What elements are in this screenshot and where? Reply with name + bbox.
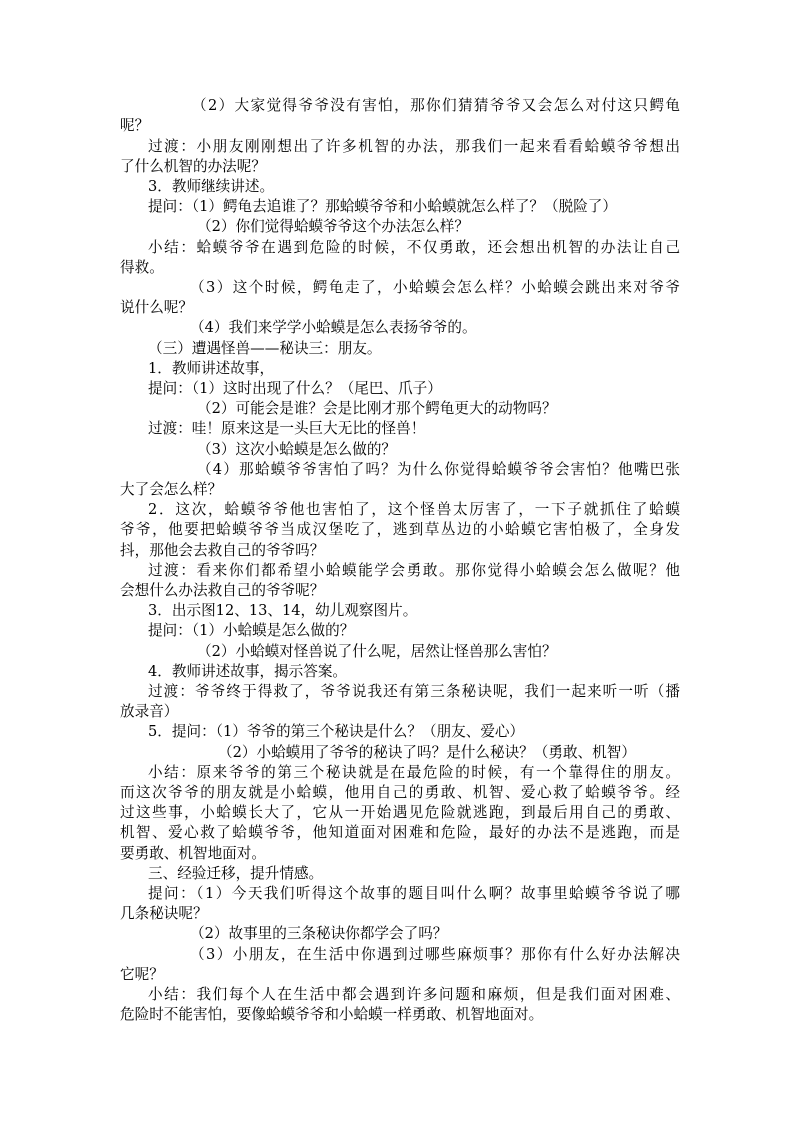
- text-line: 大了会怎么样？: [120, 481, 223, 498]
- text-line: 放录音）: [120, 703, 179, 720]
- text-line: 过渡：爷爷终于得救了，爷爷说我还有第三条秘诀呢，我们一起来听一听（播: [148, 683, 680, 700]
- text-line: （4）那蛤蟆爷爷害怕了吗？为什么你觉得蛤蟆爷爷会害怕？他嘴巴张: [197, 461, 680, 478]
- text-line: 了什么机智的办法呢？: [120, 158, 266, 175]
- text-line: （2）故事里的三条秘诀你都学会了吗？: [190, 925, 448, 942]
- text-line: 机智、爱心救了蛤蟆爷爷，他知道面对困难和危险，最好的办法不是逃跑，而是: [120, 824, 680, 841]
- text-line: 过这些事，小蛤蟆长大了，它从一开始遇见危险就逃跑，到最后用自己的勇敢、: [120, 804, 680, 821]
- text-line: 过渡：哇！原来这是一头巨大无比的怪兽！: [148, 420, 426, 437]
- text-line: （3）这次小蛤蟆是怎么做的？: [197, 441, 397, 458]
- text-line: 会想什么办法救自己的爷爷呢？: [120, 582, 325, 599]
- text-line: （2）大家觉得爷爷没有害怕，那你们猜猜爷爷又会怎么对付这只鳄龟: [192, 97, 680, 114]
- text-line: 2．这次，蛤蟆爷爷他也害怕了，这个怪兽太厉害了，一下子就抓住了蛤蟆: [148, 501, 680, 518]
- text-line: 小结：原来爷爷的第三个秘诀就是在最危险的时候，有一个靠得住的朋友。: [148, 764, 680, 781]
- text-line: （3）这个时候，鳄龟走了，小蛤蟆会怎么样？小蛤蟆会跳出来对爷爷: [190, 279, 680, 296]
- text-line: （2）小蛤蟆用了爷爷的秘诀了吗？是什么秘诀？（勇敢、机智）: [218, 744, 636, 761]
- text-line: 提问：（1）这时出现了什么？（尾巴、爪子）: [148, 380, 442, 397]
- text-line: 几条秘诀呢？: [120, 905, 208, 922]
- text-line: （3）小朋友，在生活中你遇到过哪些麻烦事？那你有什么好办法解决: [190, 946, 680, 963]
- text-line: 小结：蛤蟆爷爷在遇到危险的时候，不仅勇敢，还会想出机智的办法让自己: [148, 239, 680, 256]
- text-line: （2）你们觉得蛤蟆爷爷这个办法怎么样？: [197, 218, 469, 235]
- text-line: 抖，那他会去救自己的爷爷吗？: [120, 542, 325, 559]
- text-line: 提问：（1）小蛤蟆是怎么做的？: [148, 622, 355, 639]
- text-line: 而这次爷爷的朋友就是小蛤蟆，他用自己的勇敢、机智、爱心救了蛤蟆爷爷。经: [120, 784, 680, 801]
- text-line: 说什么呢？: [120, 299, 193, 316]
- text-line: 3．教师继续讲述。: [148, 178, 275, 195]
- text-line: 5．提问：（1）爷爷的第三个秘诀是什么？（朋友、爱心）: [148, 723, 525, 740]
- text-line: 过渡：小朋友刚刚想出了许多机智的办法，那我们一起来看看蛤蟆爷爷想出: [148, 138, 680, 155]
- text-line: 小结：我们每个人在生活中都会遇到许多问题和麻烦，但是我们面对困难、: [148, 986, 680, 1003]
- text-line: 提问：（1）今天我们听得这个故事的题目叫什么啊？故事里蛤蟆爷爷说了哪: [148, 885, 680, 902]
- text-line: 过渡：看来你们都希望小蛤蟆能学会勇敢。那你觉得小蛤蟆会怎么做呢？他: [148, 562, 680, 579]
- text-line: 呢？: [120, 117, 150, 134]
- text-line: 要勇敢、机智地面对。: [120, 845, 266, 862]
- text-line: 爷爷，他要把蛤蟆爷爷当成汉堡吃了，逃到草丛边的小蛤蟆它害怕极了，全身发: [120, 521, 680, 538]
- text-line: 1．教师讲述故事，: [148, 360, 275, 377]
- section-heading: 三、经验迁移，提升情感。: [148, 865, 324, 882]
- section-heading: （三）遭遇怪兽——秘诀三：朋友。: [148, 340, 382, 357]
- text-line: 得救。: [120, 259, 164, 276]
- text-line: 它呢？: [120, 966, 164, 983]
- text-line: （2）可能会是谁？会是比刚才那个鳄龟更大的动物吗？: [197, 400, 557, 417]
- text-line: （2）小蛤蟆对怪兽说了什么呢，居然让怪兽那么害怕？: [197, 643, 557, 660]
- text-line: 危险时不能害怕，要像蛤蟆爷爷和小蛤蟆一样勇敢、机智地面对。: [120, 1006, 544, 1023]
- text-line: 4．教师讲述故事，揭示答案。: [148, 663, 348, 680]
- text-line: 提问：（1）鳄龟去追谁了？那蛤蟆爷爷和小蛤蟆就怎么样了？（脱险了）: [148, 198, 617, 215]
- text-line: （4）我们来学学小蛤蟆是怎么表扬爷爷的。: [190, 319, 477, 336]
- text-line: 3．出示图12、13、14，幼儿观察图片。: [148, 602, 418, 619]
